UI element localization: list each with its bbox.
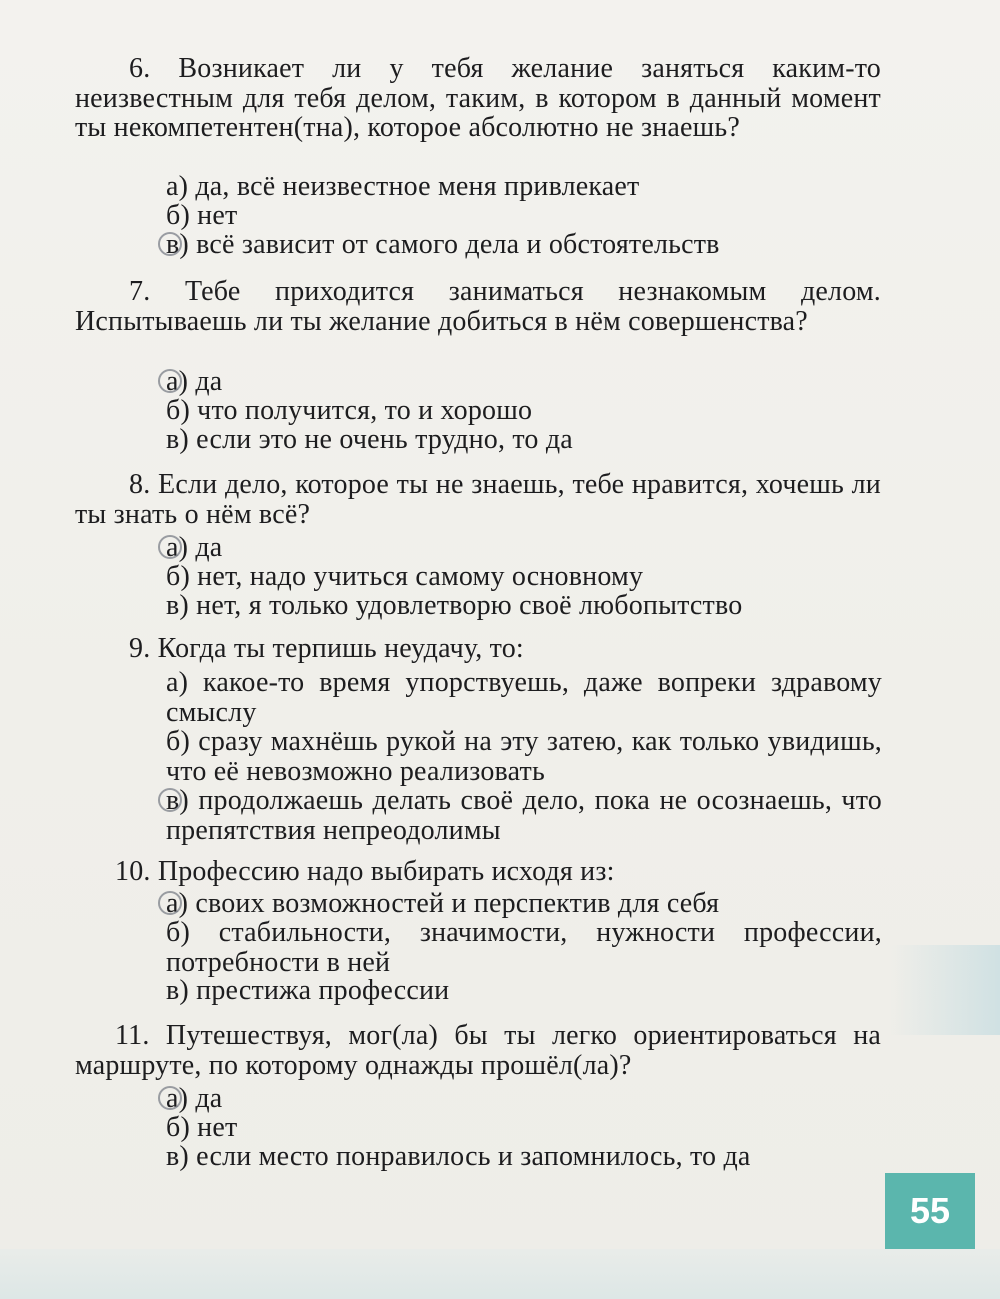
answer-11c xyxy=(166,1142,882,1172)
question-7 xyxy=(75,277,881,336)
answer-label: б) нет xyxy=(166,1112,238,1143)
answer-9c xyxy=(166,786,882,845)
question-number: 8. xyxy=(129,469,151,500)
answer-8b xyxy=(166,562,882,592)
question-8 xyxy=(75,470,881,529)
answer-7b xyxy=(166,396,882,426)
question-10 xyxy=(75,857,881,887)
answer-label: б) сразу махнёшь рукой на эту затею, как только увидишь, что её невозможно реализовать xyxy=(166,726,882,787)
page-bottom-strip xyxy=(0,1249,1000,1299)
answer-6c xyxy=(166,230,882,260)
pencil-circle-mark xyxy=(158,232,182,256)
answer-label: в) нет, я только удовлетворю своё любопытство xyxy=(166,590,743,621)
answer-label: в) продолжаешь делать своё дело, пока не осознаешь, что препятствия непреодолимы xyxy=(166,785,882,846)
question-number: 6. xyxy=(129,53,151,84)
question-number: 10. xyxy=(115,856,151,887)
answer-11a xyxy=(166,1084,882,1114)
question-text: Когда ты терпишь неудачу, то: xyxy=(157,633,524,664)
question-text: Тебе приходится заниматься незнакомым делом. Испытываешь ли ты желание добиться в нём совершенства? xyxy=(75,276,881,337)
answer-label: б) что получится, то и хорошо xyxy=(166,395,533,426)
answer-8a xyxy=(166,533,882,563)
question-9 xyxy=(75,634,881,664)
question-6 xyxy=(75,54,881,143)
answer-label: а) какое-то время упорствуешь, даже вопреки здравому смыслу xyxy=(166,667,882,728)
answer-10c xyxy=(166,976,882,1006)
answer-label: б) нет, надо учиться самому основному xyxy=(166,561,644,592)
answer-label: а) да xyxy=(166,1083,223,1114)
question-text: Путешествуя, мог(ла) бы ты легко ориентироваться на маршруте, по которому однажды прошёл(ла)? xyxy=(75,1020,882,1081)
question-number: 9. xyxy=(129,633,151,664)
answer-11b xyxy=(166,1113,882,1143)
question-11 xyxy=(75,1021,881,1080)
answer-label: в) всё зависит от самого дела и обстоятельств xyxy=(166,229,720,260)
answer-7c xyxy=(166,425,882,455)
pencil-circle-mark xyxy=(158,788,182,812)
answer-label: а) да xyxy=(166,366,223,397)
answer-label: а) да xyxy=(166,532,223,563)
question-text: Возникает ли у тебя желание заняться каким-то неизвестным для тебя делом, таким, в котором в данный момент ты некомпетентен(тна), которое абсолютно не знаешь? xyxy=(75,53,882,143)
page-number: 55 xyxy=(885,1173,975,1249)
answer-label: а) своих возможностей и перспектив для себя xyxy=(166,888,720,919)
question-number: 11. xyxy=(115,1020,150,1051)
pencil-circle-mark xyxy=(158,1086,182,1110)
question-text: Если дело, которое ты не знаешь, тебе нравится, хочешь ли ты знать о нём всё? xyxy=(75,469,881,530)
answer-10b xyxy=(166,918,882,977)
answer-9b xyxy=(166,727,882,786)
answer-label: в) престижа профессии xyxy=(166,975,450,1006)
answer-label: б) нет xyxy=(166,200,238,231)
answer-10a xyxy=(166,889,882,919)
answer-label: в) если это не очень трудно, то да xyxy=(166,424,573,455)
answer-label: б) стабильности, значимости, нужности профессии, потребности в ней xyxy=(166,917,882,978)
answer-label: а) да, всё неизвестное меня привлекает xyxy=(166,171,640,202)
answer-6b xyxy=(166,201,882,231)
answer-label: в) если место понравилось и запомнилось, то да xyxy=(166,1141,751,1172)
question-number: 7. xyxy=(129,276,151,307)
pencil-circle-mark xyxy=(158,369,182,393)
answer-7a xyxy=(166,367,882,397)
question-text: Профессию надо выбирать исходя из: xyxy=(157,856,615,887)
answer-6a xyxy=(166,172,882,202)
answer-8c xyxy=(166,591,882,621)
pencil-circle-mark xyxy=(158,535,182,559)
edge-tint xyxy=(890,945,1000,1035)
pencil-circle-mark xyxy=(158,891,182,915)
answer-9a xyxy=(166,668,882,727)
